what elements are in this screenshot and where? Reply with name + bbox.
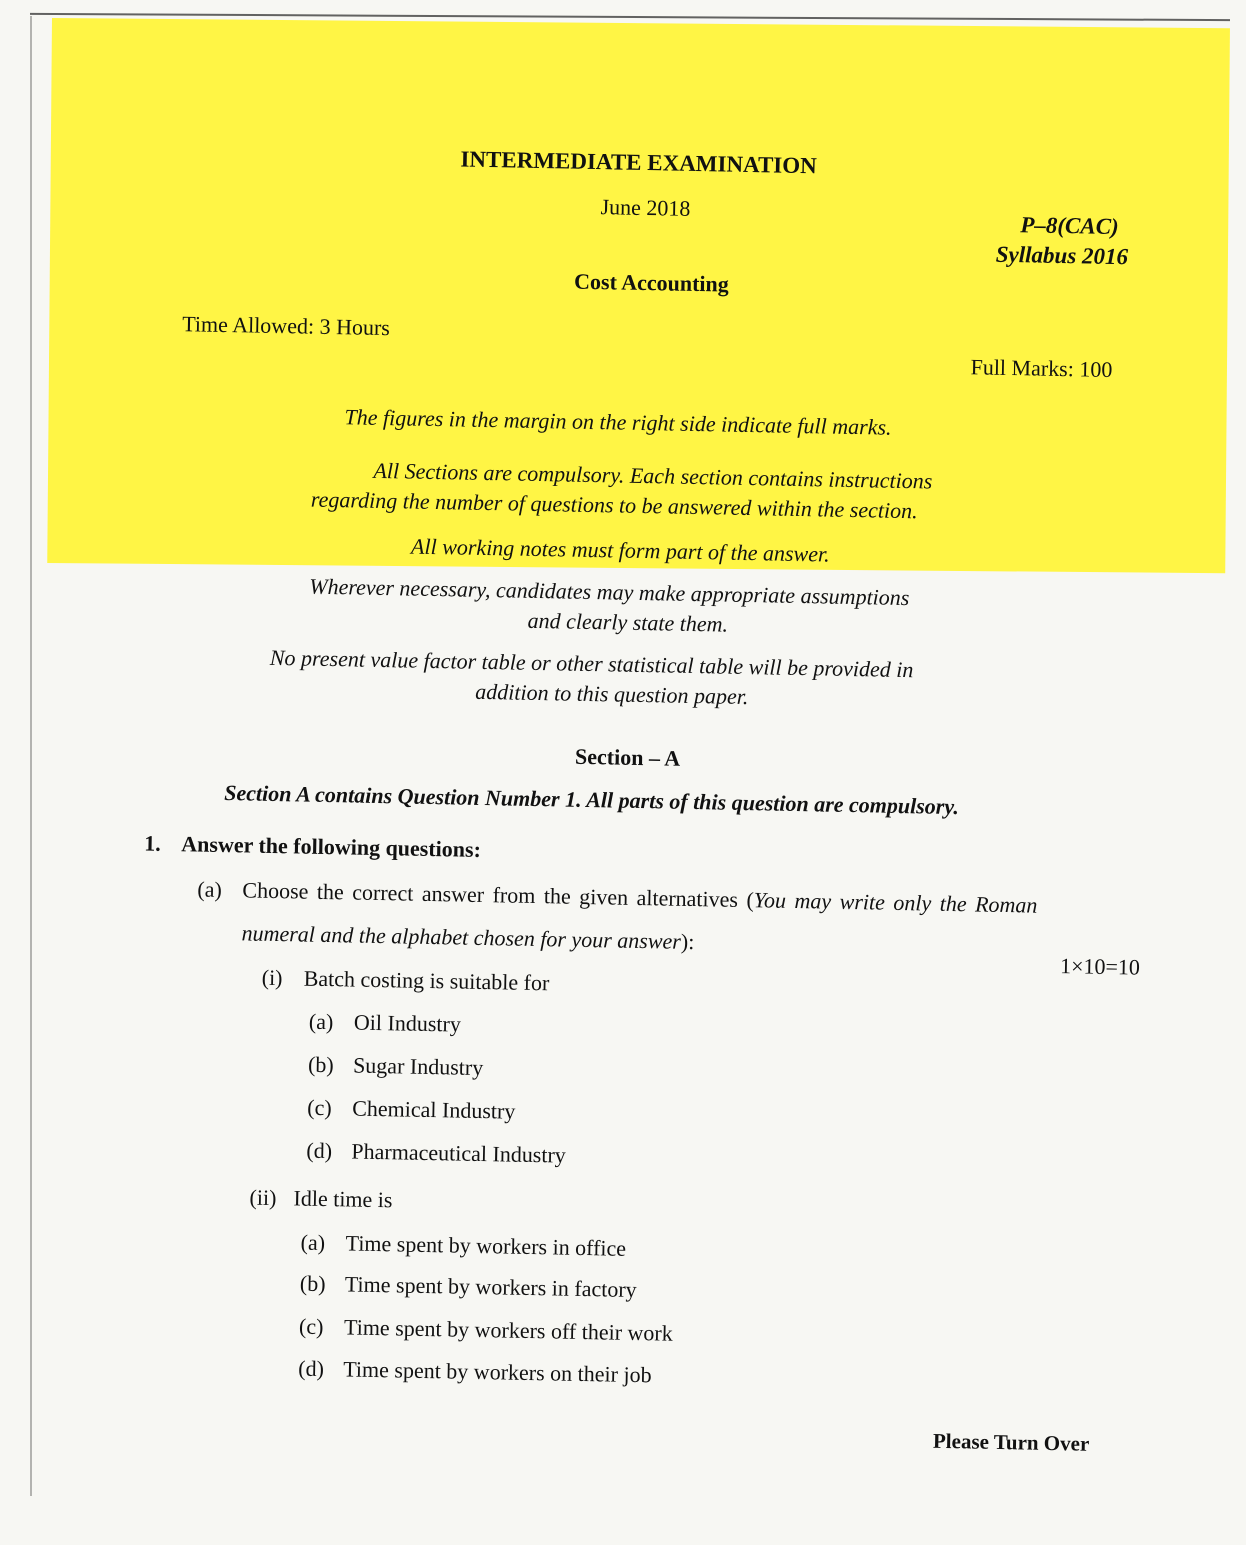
sub-question-text: Idle time is xyxy=(293,1185,393,1213)
please-turn-over: Please Turn Over xyxy=(932,1428,1090,1456)
option-text: Time spent by workers off their work xyxy=(343,1314,673,1346)
option-label: (a) xyxy=(308,1008,334,1035)
option-item xyxy=(300,1230,626,1262)
part-instruction-cont xyxy=(241,920,694,955)
part-instruction xyxy=(242,877,1038,918)
option-text: Time spent by workers on their job xyxy=(343,1356,652,1388)
instruction-line: All Sections are compulsory. Each section contains instructions xyxy=(373,457,933,494)
time-allowed: Time Allowed: 3 Hours xyxy=(182,311,391,341)
instruction-line: The figures in the margin on the right side indicate full marks. xyxy=(344,404,892,440)
instruction-line: All working notes must form part of the answer. xyxy=(410,533,830,567)
syllabus: Syllabus 2016 xyxy=(995,241,1129,270)
part-text: ): xyxy=(680,928,695,955)
part-text-italic: You may write only the Roman xyxy=(753,887,1038,918)
full-marks: Full Marks: 100 xyxy=(970,354,1113,382)
option-item xyxy=(299,1314,673,1347)
part-label: (a) xyxy=(197,876,223,902)
sub-question-label: (ii) xyxy=(249,1184,277,1211)
option-text: Chemical Industry xyxy=(352,1095,516,1124)
paper-code: P–8(CAC) xyxy=(1020,212,1119,240)
option-text: Pharmaceutical Industry xyxy=(351,1138,567,1168)
part-text-italic: numeral and the alphabet chosen for your answer xyxy=(241,920,682,954)
section-note: Section A contains Question Number 1. All parts of this question are compulsory. xyxy=(224,780,960,820)
option-label: (d) xyxy=(306,1137,333,1164)
option-label: (d) xyxy=(298,1355,325,1382)
option-text: Oil Industry xyxy=(353,1009,462,1037)
option-item xyxy=(309,1009,461,1038)
option-label: (a) xyxy=(300,1229,326,1256)
instruction-line: and clearly state them. xyxy=(527,607,729,637)
option-label: (c) xyxy=(298,1313,324,1340)
option-text: Time spent by workers in factory xyxy=(344,1271,637,1303)
part-text: Choose the correct answer from the given alternatives ( xyxy=(242,877,755,913)
marks: 1×10=10 xyxy=(1059,953,1141,980)
exam-session: June 2018 xyxy=(600,194,691,221)
option-item xyxy=(298,1356,652,1389)
subject-title: Cost Accounting xyxy=(573,268,730,297)
option-label: (b) xyxy=(299,1270,326,1297)
instruction-line: addition to this question paper. xyxy=(475,678,749,710)
exam-title: INTERMEDIATE EXAMINATION xyxy=(460,146,818,179)
option-label: (c) xyxy=(307,1094,332,1121)
instruction-line: regarding the number of questions to be answered within the section. xyxy=(310,486,918,524)
option-text: Time spent by workers in office xyxy=(345,1230,627,1261)
option-label: (b) xyxy=(307,1051,334,1078)
option-item xyxy=(307,1095,516,1125)
sub-question-label: (i) xyxy=(261,964,283,991)
section-title: Section – A xyxy=(574,743,681,771)
instruction-line: No present value factor table or other statistical table will be provided in xyxy=(269,644,914,683)
question-stem: Answer the following questions: xyxy=(181,831,482,862)
option-item xyxy=(308,1052,484,1081)
instruction-line: Wherever necessary, candidates may make appropriate assumptions xyxy=(309,573,910,611)
option-text: Sugar Industry xyxy=(352,1052,484,1081)
question-number: 1. xyxy=(144,830,162,856)
sub-question-text: Batch costing is suitable for xyxy=(303,965,550,996)
option-item xyxy=(300,1271,637,1303)
option-item xyxy=(306,1138,566,1169)
